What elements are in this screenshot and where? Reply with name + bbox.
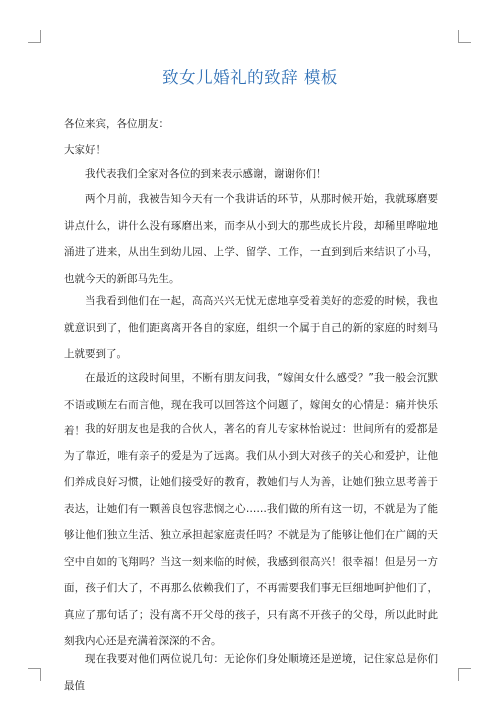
- page-corner-mark-top-left: [28, 30, 41, 43]
- thanks-paragraph: 我代表我们全家对各位的到来表示感谢，谢谢你们！: [85, 168, 327, 180]
- hello-paragraph: 大家好！: [64, 144, 106, 156]
- body-paragraph-4: 我的好朋友也是我的合伙人，著名的育儿专家林怡说过：世间所有的爱都是为了靠近，唯有亲子的爱是为了远离。我们从小到大对孩子的关心和爱护，让他们养成良好习惯，让她们接受好的教育，教她们与人为善，让她们独立思考善于表达，让她们有一颗善良包容悲悯之心……我们做的所有这一切，不就是为了能够让他们独立生活、独立承担起家庭责任吗？不就是为了能够让他们在广阔的天空中自如的飞翔吗？当这一刻来临的时候，我感到很高兴！很幸福！但是另一方面，孩子们大了，不再那么依赖我们了，不再需要我们事无巨细地呵护他们了，真应了那句话了；没有离不开父母的孩子，只有离不开孩子的父母，所以此时此刻我内心还是充满着深深的不舍。: [64, 423, 438, 647]
- body-paragraph-5: 现在我要对他们两位说几句：无论你们身处顺境还是逆境，记住家总是你们最值: [64, 653, 438, 692]
- body-paragraph-3: 在最近的这段时间里，不断有朋友问我，“嫁闺女什么感受？”我一般会沉默不语或顾左右而言他，现在我可以回答这个问题了，嫁闺女的心情是：痛并快乐着！: [64, 372, 438, 437]
- body-paragraph-1: 两个月前，我被告知今天有一个我讲话的环节，从那时候开始，我就琢磨要讲点什么，讲什么没有琢磨出来，而李从小到大的那些成长片段，却稀里哗啦地涌进了进来，从出生到幼儿园、上学、留学、工作，一直到到后来结识了小马，也就今天的新郎马先生。: [64, 193, 438, 285]
- page-corner-mark-bottom-left: [28, 668, 41, 681]
- body-paragraph-2: 当我看到他们在一起，高高兴兴无忧无虑地享受着美好的恋爱的时候，我也就意识到了，他们距离离开各自的家庭，组织一个属于自己的新的家庭的时刻马上就要到了。: [64, 295, 438, 360]
- page-corner-mark-bottom-right: [458, 668, 471, 681]
- document-title: 致女儿婚礼的致辞 模板: [162, 68, 338, 87]
- greeting-paragraph: 各位来宾，各位朋友：: [64, 118, 169, 130]
- page-corner-mark-top-right: [458, 30, 471, 43]
